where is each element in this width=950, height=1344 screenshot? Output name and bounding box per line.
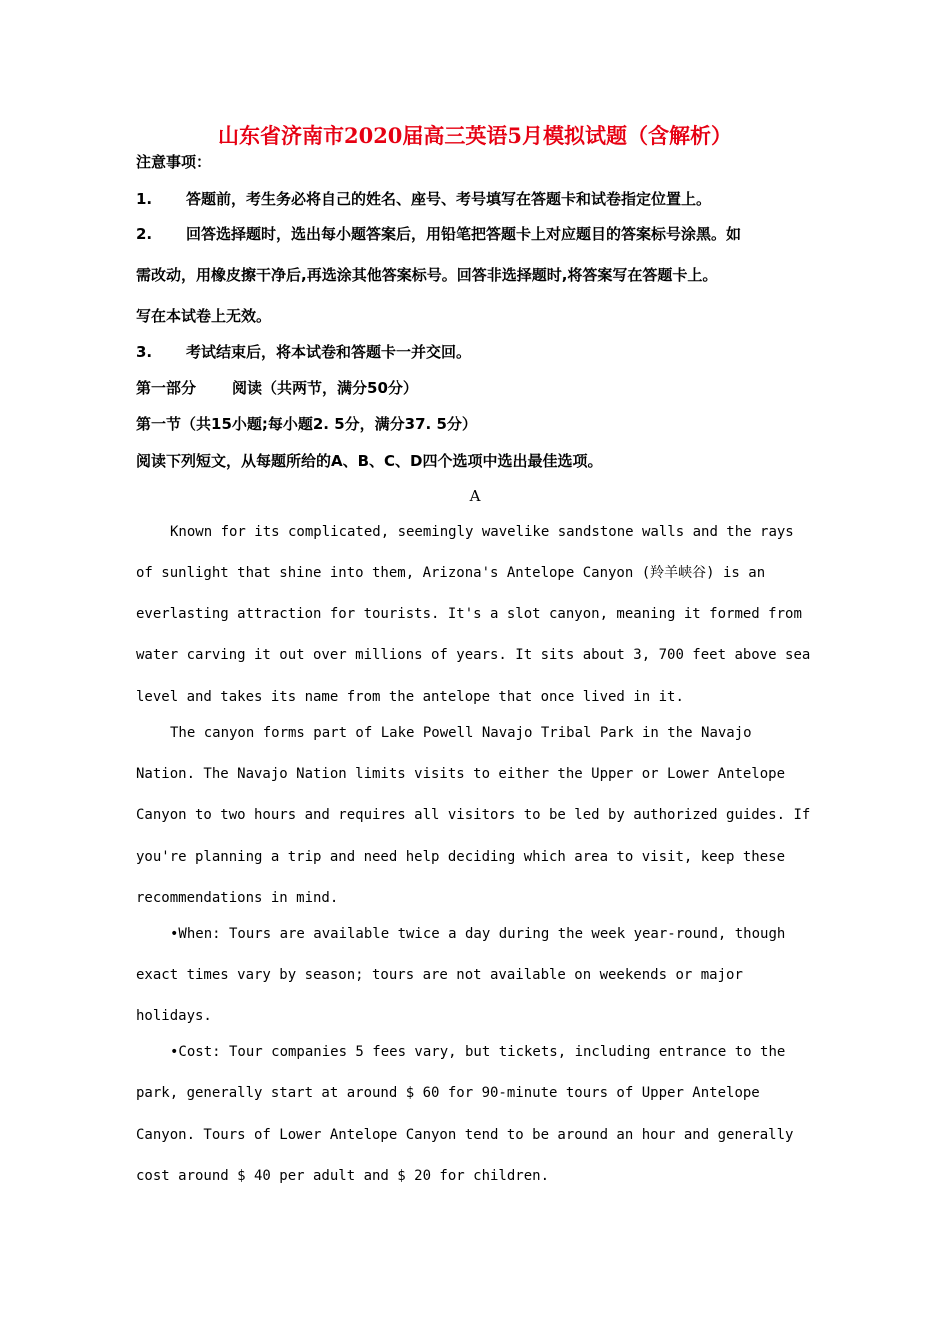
section-one-heading: 第一节（共15小题;每小题2. 5分，满分37. 5分） [136,415,477,433]
notice-item-3-number: 3. [136,343,153,361]
passage-label: A [469,487,481,505]
notice-item-2-line-2: 需改动，用橡皮擦干净后,再选涂其他答案标号。回答非选择题时,将答案写在答题卡上。 [136,266,718,284]
passage-line: •When: Tours are available twice a day during the week year-round, though [170,926,786,942]
passage-line: Nation. The Navajo Nation limits visits to either the Upper or Lower Antelope [136,766,786,782]
passage-line: •Cost: Tour companies 5 fees vary, but tickets, including entrance to the [170,1044,786,1060]
passage-line: recommendations in mind. [136,890,339,906]
passage-line: cost around $ 40 per adult and $ 20 for children. [136,1168,550,1184]
notice-heading: 注意事项： [136,153,212,171]
notice-item-2-line-3: 写在本试卷上无效。 [136,307,272,325]
notice-item-1-text: 答题前，考生务必将自己的姓名、座号、考号填写在答题卡和试卷指定位置上。 [186,190,712,208]
notice-item-1-number: 1. [136,190,153,208]
part-one-label: 第一部分 [136,379,197,397]
passage-line: holidays. [136,1008,212,1024]
passage-line: you're planning a trip and need help deciding which area to visit, keep these [136,849,786,865]
passage-line: of sunlight that shine into them, Arizona's Antelope Canyon (羚羊峡谷) is an [136,565,766,581]
part-one-description: 阅读（共两节，满分50分） [232,379,418,397]
instruction-text: 阅读下列短文，从每题所给的A、B、C、D四个选项中选出最佳选项。 [136,452,603,470]
notice-item-1 [136,187,711,211]
part-one-heading [136,376,418,400]
passage-line: The canyon forms part of Lake Powell Navajo Tribal Park in the Navajo [170,725,752,741]
passage-line: Canyon to two hours and requires all visitors to be led by authorized guides. If [136,807,811,823]
document-title: 山东省济南市2020届高三英语5月模拟试题（含解析） [217,123,733,148]
notice-item-2-line-1: 回答选择题时，选出每小题答案后，用铅笔把答题卡上对应题目的答案标号涂黑。如 [186,225,742,243]
passage-line: everlasting attraction for tourists. It's a slot canyon, meaning it formed from [136,606,802,622]
notice-item-2-number: 2. [136,225,153,243]
passage-line: Known for its complicated, seemingly wavelike sandstone walls and the rays [170,524,794,540]
passage-line: park, generally start at around $ 60 for 90-minute tours of Upper Antelope [136,1085,760,1101]
notice-item-3-text: 考试结束后，将本试卷和答题卡一并交回。 [186,343,472,361]
passage-line: exact times vary by season; tours are not available on weekends or major [136,967,743,983]
passage-line: water carving it out over millions of years. It sits about 3, 700 feet above sea [136,647,811,663]
passage-line: level and takes its name from the antelope that once lived in it. [136,689,684,705]
notice-item-2 [136,222,741,246]
passage-line: Canyon. Tours of Lower Antelope Canyon tend to be around an hour and generally [136,1127,794,1143]
notice-item-3 [136,340,471,364]
